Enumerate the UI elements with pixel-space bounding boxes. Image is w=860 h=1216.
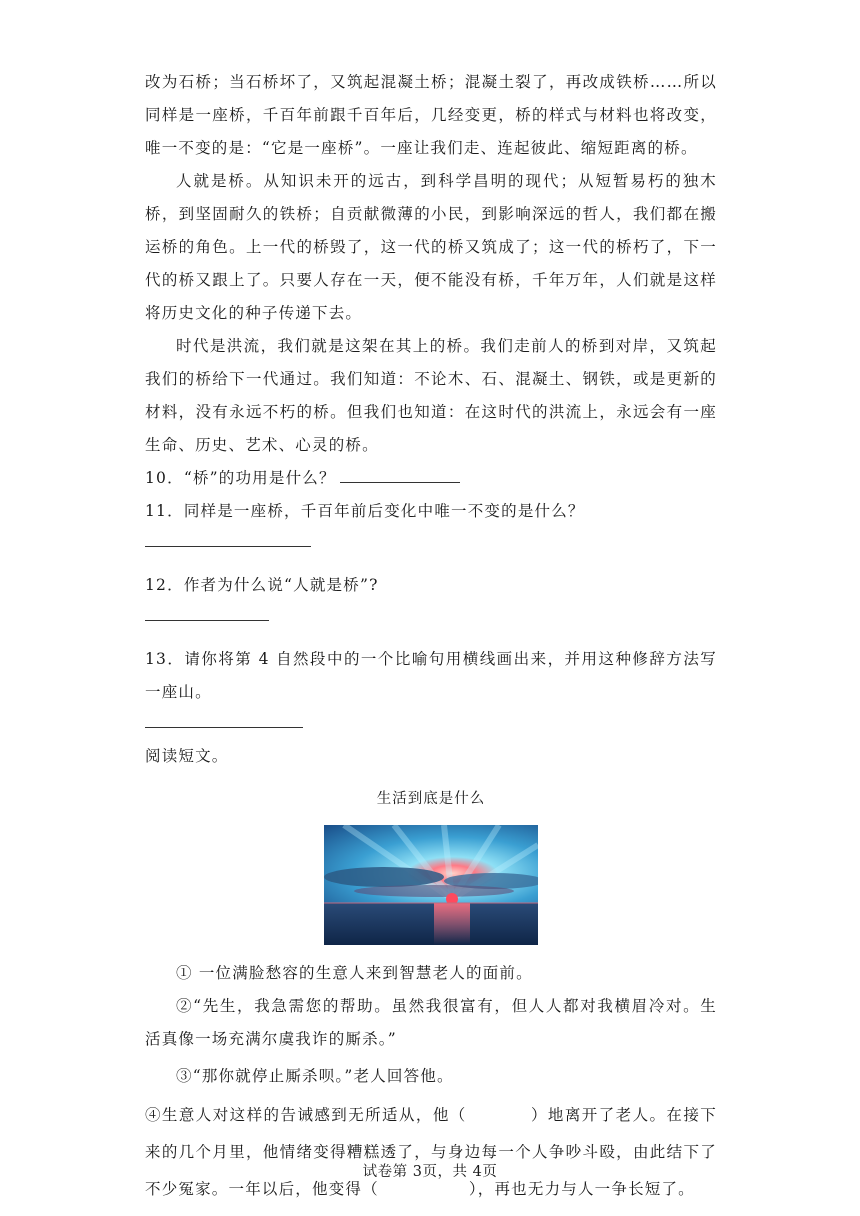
story-sentence-4-part-c: ），再也无力与人一争长短了。 — [468, 1180, 695, 1198]
passage-paragraph-1: 改为石桥；当石桥坏了，又筑起混凝土桥；混凝土裂了，再改成铁桥……所以同样是一座桥，千百年前跟千百年后，几经变更，桥的样式与材料也将改变，唯一不变的是：“它是一座桥”。一座让我们走、连起彼此、缩短距离的桥。 — [145, 73, 717, 157]
question-10-text: 10．“桥”的功用是什么？ — [145, 469, 336, 487]
question-13: 13．请你将第 4 自然段中的一个比喻句用横线画出来，并用这种修辞方法写一座山。 — [145, 650, 717, 701]
story-sentence-2: ②“先生，我急需您的帮助。虽然我很富有，但人人都对我横眉冷对。生活真像一场充满尔虞我诈的厮杀。” — [145, 997, 717, 1048]
question-11: 11．同样是一座桥，千百年前后变化中唯一不变的是什么？ — [145, 502, 585, 520]
answer-blank-10[interactable] — [340, 465, 460, 483]
answer-blank-11[interactable] — [145, 546, 311, 547]
story-sentence-1: ① 一位满脸愁容的生意人来到智慧老人的面前。 — [176, 964, 533, 982]
passage-paragraph-2: 人就是桥。从知识未开的远古，到科学昌明的现代；从短暂易朽的独木桥，到坚固耐久的铁桥；自贡献微薄的小民，到影响深远的哲人，我们都在搬运桥的角色。上一代的桥毁了，这一代的桥又筑成了；这一代的桥朽了，下一代的桥又跟上了。只要人存在一天，便不能没有桥，千年万年，人们就是这样将历史文化的种子传递下去。 — [145, 172, 717, 322]
reading-title: 生活到底是什么 — [376, 791, 486, 807]
reading-instruction: 阅读短文。 — [145, 747, 229, 765]
answer-blank-13[interactable] — [145, 727, 303, 728]
page-content — [145, 66, 717, 1208]
story-sentence-4 — [145, 1097, 717, 1208]
question-10 — [145, 462, 717, 495]
passage-paragraph-3: 时代是洪流，我们就是这架在其上的桥。我们走前人的桥到对岸，又筑起我们的桥给下一代通过。我们知道：不论木、石、混凝土、钢铁，或是更新的材料，没有永远不朽的桥。但我们也知道：在这时代的洪流上，永远会有一座生命、历史、艺术、心灵的桥。 — [145, 337, 717, 454]
story-sentence-4-part-b: ）地离开了老人。在接下来的几个月里，他情绪变得糟糕透了，与身边每一个人争吵斗殴，由此结下了不少冤家。一年以后，他变得（ — [145, 1106, 717, 1198]
answer-blank-12[interactable] — [145, 620, 269, 621]
story-sentence-3: ③“那你就停止厮杀呗。”老人回答他。 — [176, 1067, 454, 1085]
story-sentence-4-part-a: ④生意人对这样的告诫感到无所适从，他（ — [145, 1106, 467, 1124]
sunset-sea-photo — [324, 825, 538, 945]
page-footer: 试卷第 3页，共 4页 — [362, 1164, 498, 1180]
question-12: 12．作者为什么说“人就是桥”? — [145, 576, 379, 594]
